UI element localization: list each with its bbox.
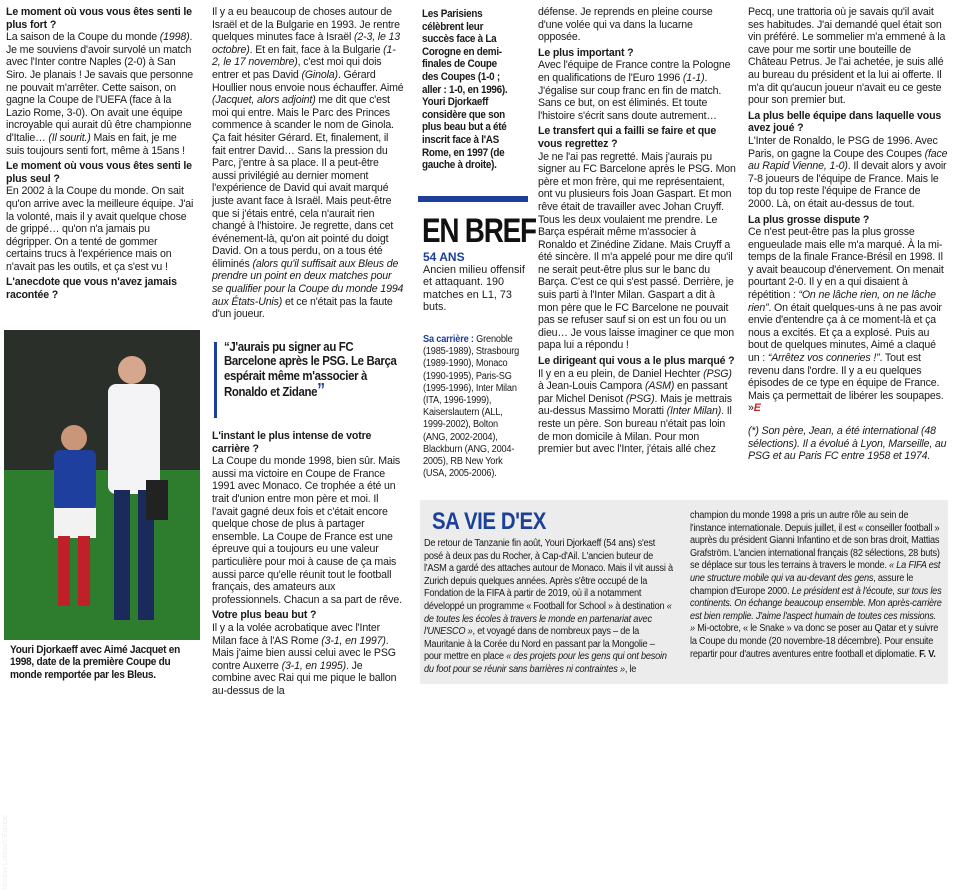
question: Le moment où vous vous êtes senti le plus seul ?: [6, 160, 192, 185]
paragraph: Il y a eu beaucoup de choses autour de Israël et de la Bulgarie en 1993. Je rentre quelques minutes face à Israël (2-3, le 13 octobre). Et en fait, face à la Bulgarie (1-2, le 17 novembre), c'est moi qui dois entrer et pas David (Ginola). Gérard Houllier nous envoie nous échauffer. Aimé (Jacquet, alors adjoint) me dit que c'est moi qui entre. Mais le Parc des Princes commence à scander le nom de Ginola. Ça fait hésiter Gérard. Et, finalement, il fait entrer David… Sans la pression du Parc, j'entre à sa place. Il a peut-être aussi privilégié au dernier moment l'expérience de David qui avait marqué juste avant face à Israël. Mais peut-être que si j'étais entré, cela n'aurait rien changé à l'histoire. Je regrette, dans cet événement-là, qu'on ait pointé du doigt David. On a tous perdu, on a tous été éliminés (alors qu'il suffisait aux Bleus de prendre un point en deux matches pour se qualifier pour la Coupe du monde 1994 aux États-Unis) et ce n'était pas la faute d'un joueur.: [212, 6, 404, 321]
question: Le plus important ?: [538, 46, 634, 59]
answer: En 2002 à la Coupe du monde. On sait qu'on arrive avec la meilleure équipe. J'ai la volonté, mais il y avait quelque chose de grippé… qu'on n'a jamais pu dégripper. On a tenté de gommer certains trucs à l'expérience mais on n'avait pas les outils, et ça s'est vu !: [6, 185, 194, 273]
question: L'anecdote que vous n'avez jamais racontée ?: [6, 276, 177, 302]
question: Votre plus beau but ?: [212, 609, 317, 622]
question: Le dirigeant qui vous a le plus marqué ?: [538, 355, 735, 368]
photo-illustration: [4, 330, 200, 640]
question: Le transfert qui a failli se faire et que vous regrettez ?: [538, 125, 717, 150]
column-2-bottom: [212, 430, 404, 697]
lequipe-logo-icon: E: [753, 402, 761, 415]
answer: Il y en a eu plein, de Daniel Hechter (PSG) à Jean-Louis Campora (ASM) en passant par Michel Denisot (PSG). Mais je mettrais au-dessus Massimo Moratti (Inter Milan). Il reste un père. Son bureau n'était pas loin de mon domicile à Milan. Pour mon premier but avec l'Inter, j'étais allé chez: [538, 367, 732, 456]
question: L'instant le plus intense de votre carrière ?: [212, 430, 372, 455]
signature: F. V.: [919, 648, 936, 660]
answer: La Coupe du monde 1998, bien sûr. Mais aussi ma victoire en Coupe de France 1991 avec Monaco. Ce trophée a été un trait d'union entre mon père et moi. Il l'avait gagné deux fois et c'était encore quelque chose de plus à partager ensemble. La Coupe de France est une épreuve qui a toujours eu une valeur particulière pour moi à cause de ça mais aussi parce qu'elle réunit tout le football français, des amateurs aux professionnels. Chacun a sa part de rêve.: [212, 455, 402, 606]
bref-rule: [418, 196, 528, 202]
answer: Il y a la volée acrobatique avec l'Inter Milan face à l'AS Rome (3-1, en 1997). Mais j'aime bien aussi celui avec le PSG contre Auxerre (3-1, en 1995). Je combine avec Rai qui me pique le ballon au-dessus de la: [212, 621, 397, 697]
quote-text: “J'aurais pu signer au FC Barcelone après le PSG. Le Barça espérait même m'associer à Ronaldo et Zidane: [224, 339, 397, 400]
answer: La saison de la Coupe du monde (1998). Je me souviens d'avoir survolé un match avec l'Inter contre Naples (2-0) à San Siro. Je planais ! Je savais que personne ne pouvait m'arrêter. Cette saison, on gagne la Coupe de l'UEFA (face à la Lazio Rome, 3-0). On avait une équipe incroyable qui aurait dû être championne d'Italie… (Il sourit.) Mais en fait, je me suis toujours senti fort, même à 15ans !: [6, 31, 194, 157]
photo-credit: Nicolas Luttiau/L'Équipe: [2, 815, 9, 890]
answer: Avec l'équipe de France contre la Pologne en qualifications de l'Euro 1996 (1-1). J'égalise sur coup franc en fin de match. Sans ce but, on est éliminés. Et toute l'histoire s'écrit sans doute autrement…: [538, 59, 731, 122]
quote-bar: [214, 342, 217, 418]
column-1: [6, 6, 196, 302]
paragraph: Pecq, une trattoria où je savais qu'il avait ses habitudes. J'ai demandé quel était son vin préféré. Le sommelier m'a emmené à la cave pour me sortir une bouteille de Château Petrus. Je l'ai achetée, je suis allé au bureau du président et la lui ai offerte. Il m'a dit qu'aucun joueur n'avait eu ce geste pour son premier but.: [748, 6, 946, 107]
column-5: [748, 6, 948, 463]
photo-caption: Youri Djorkaeff avec Aimé Jacquet en 1998, date de la première Coupe du monde remportée par les Bleus.: [10, 644, 181, 681]
answer: Je ne l'ai pas regretté. Mais j'aurais pu signer au FC Barcelone après le PSG. Mon père et mon frère, qui me représentaient, ont vu plusieurs fois Joan Gaspart. Et mon rêve était de travailler avec Johan Cruyff. Tous les deux voulaient me prendre. Le Barça espérait même m'associer à Ronaldo et Zinédine Zidane. Mais Cruyff a été sincère. Il m'a appelé pour me dire qu'il ne serait peut-être plus sur le banc du Barça. C'est ce qui s'est passé. Derrière, je suis parti à l'Inter Milan. Gaspart a dit à mon père que le FC Barcelone ne pouvait pas se refuser sauf si on est un fou ou un dieu… Je vous laisse imaginer ce que mon papa lui a répondu !: [538, 150, 736, 352]
pull-quote: [214, 340, 404, 400]
box-title: SA VIE D'EX: [432, 508, 546, 535]
box-column-2: champion du monde 1998 a pris un autre rôle au sein de l'instance internationale. Depuis juillet, il est « conseiller football » auprès du président Gianni Infantino et de son bras droit, Mattias Grafström. L'ancien international français (82 sélections, 28 buts) se déplace sur tous les terrains à travers le monde. « La FIFA est une structure mobile qui va au-devant des gens, assure le champion d'Europe 2000. Le président est à l'écoute, sur tous les continents. On échange beaucoup ensemble. Mon après-carrière est bien remplie. J'aime l'aspect humain de toutes ces missions. » Mi-octobre, « le Snake » va donc se poser au Qatar et y suivre la Coupe du monde (20 novembre-18 décembre). Pour ensuite repartir pour d'autres aventures entre football et diplomatie. F. V.: [690, 510, 942, 660]
bref-career: Sa carrière : Grenoble (1985-1989), Strasbourg (1989-1990), Monaco (1990-1995), Paris-SG (1995-1996), Inter Milan (ITA, 1996-1999), Kaiserslautern (ALL, 1999-2002), Bolton (ANG, 2002-2004), Blackburn (ANG, 2004-2005), RB New York (USA, 2005-2006).: [423, 334, 520, 480]
bref-title: EN BREF: [422, 212, 536, 250]
photo-legend: Les Parisiens célèbrent leur succès face à La Corogne en demi-finales de Coupe des Coupes (1-0 ; aller : 1-0, en 1996). Youri Djorkaeff considère que son plus beau but a été inscrit face à l'AS Rome, en 1997 (de gauche à droite).: [422, 8, 508, 172]
column-4: [538, 6, 736, 456]
question: Le moment où vous vous êtes senti le plus fort ?: [6, 6, 192, 31]
bref-body: Ancien milieu offensif et attaquant. 190 matches en L1, 73 buts.: [423, 264, 525, 314]
paragraph: défense. Je reprends en pleine course d'une volée qui va dans la lucarne opposée.: [538, 6, 713, 44]
question: La plus belle équipe dans laquelle vous avez joué ?: [748, 109, 942, 135]
box-column-1: De retour de Tanzanie fin août, Youri Djorkaeff (54 ans) s'est posé à deux pas du Rocher, à Cap-d'Ail. L'ancien buteur de l'ASM a gardé des attaches autour de Monaco. Mais il vit aussi à Zurich depuis quelques années. Après s'être occupé de la Fondation de la FIFA à partir de 2019, où il a notamment développé un programme « Football for School » à destination « de toutes les écoles à travers le monde en partenariat avec l'UNESCO », et voyagé dans de nombreux pays – de la Mauritanie à la Corée du Nord en passant par la Mongolie – pour mettre en place « des projets pour les gens qui ont besoin du foot pour se réunir sans barrières ni contraintes », le: [424, 538, 673, 675]
quote-mark: ”: [317, 380, 325, 401]
question: La plus grosse dispute ?: [748, 213, 870, 226]
footnote: (*) Son père, Jean, a été international (48 sélections). Il a évolué à Lyon, Marseille, au PSG et au Paris FC entre 1958 et 1974.: [748, 425, 947, 463]
column-2: [212, 6, 404, 321]
answer: L'Inter de Ronaldo, le PSG de 1996. Avec Paris, on gagne la Coupe des Coupes (face au Rapid Vienne, 1-0). Il devait alors y avoir 7-8 joueurs de l'équipe de France. Mais le top du top reste l'équipe de France de 2000. Là, on était au-dessus de tout.: [748, 134, 948, 210]
answer: Ce n'est peut-être pas la plus grosse engueulade mais elle m'a marqué. À la mi-temps de la finale France-Brésil en 1998. Il y avait beaucoup d'énervement. On menait pourtant 2-0. Il y en a qui disaient à répétition : “On ne lâche rien, on ne lâche rien”. On était quelques-uns à ne pas avoir envie d'entendre ça à ce moment-là et ça nous a excités. Et ça a explosé. Puis au bout de quelques minutes, Aimé a claqué un : “Arrêtez vos conneries !”. Tout est revenu dans l'ordre. Il y a eu quelques épisodes de ce type en équipe de France. Mais ça permettait de libérer les soupapes. »E: [748, 226, 944, 415]
bref-age: 54 ANS: [423, 250, 465, 264]
